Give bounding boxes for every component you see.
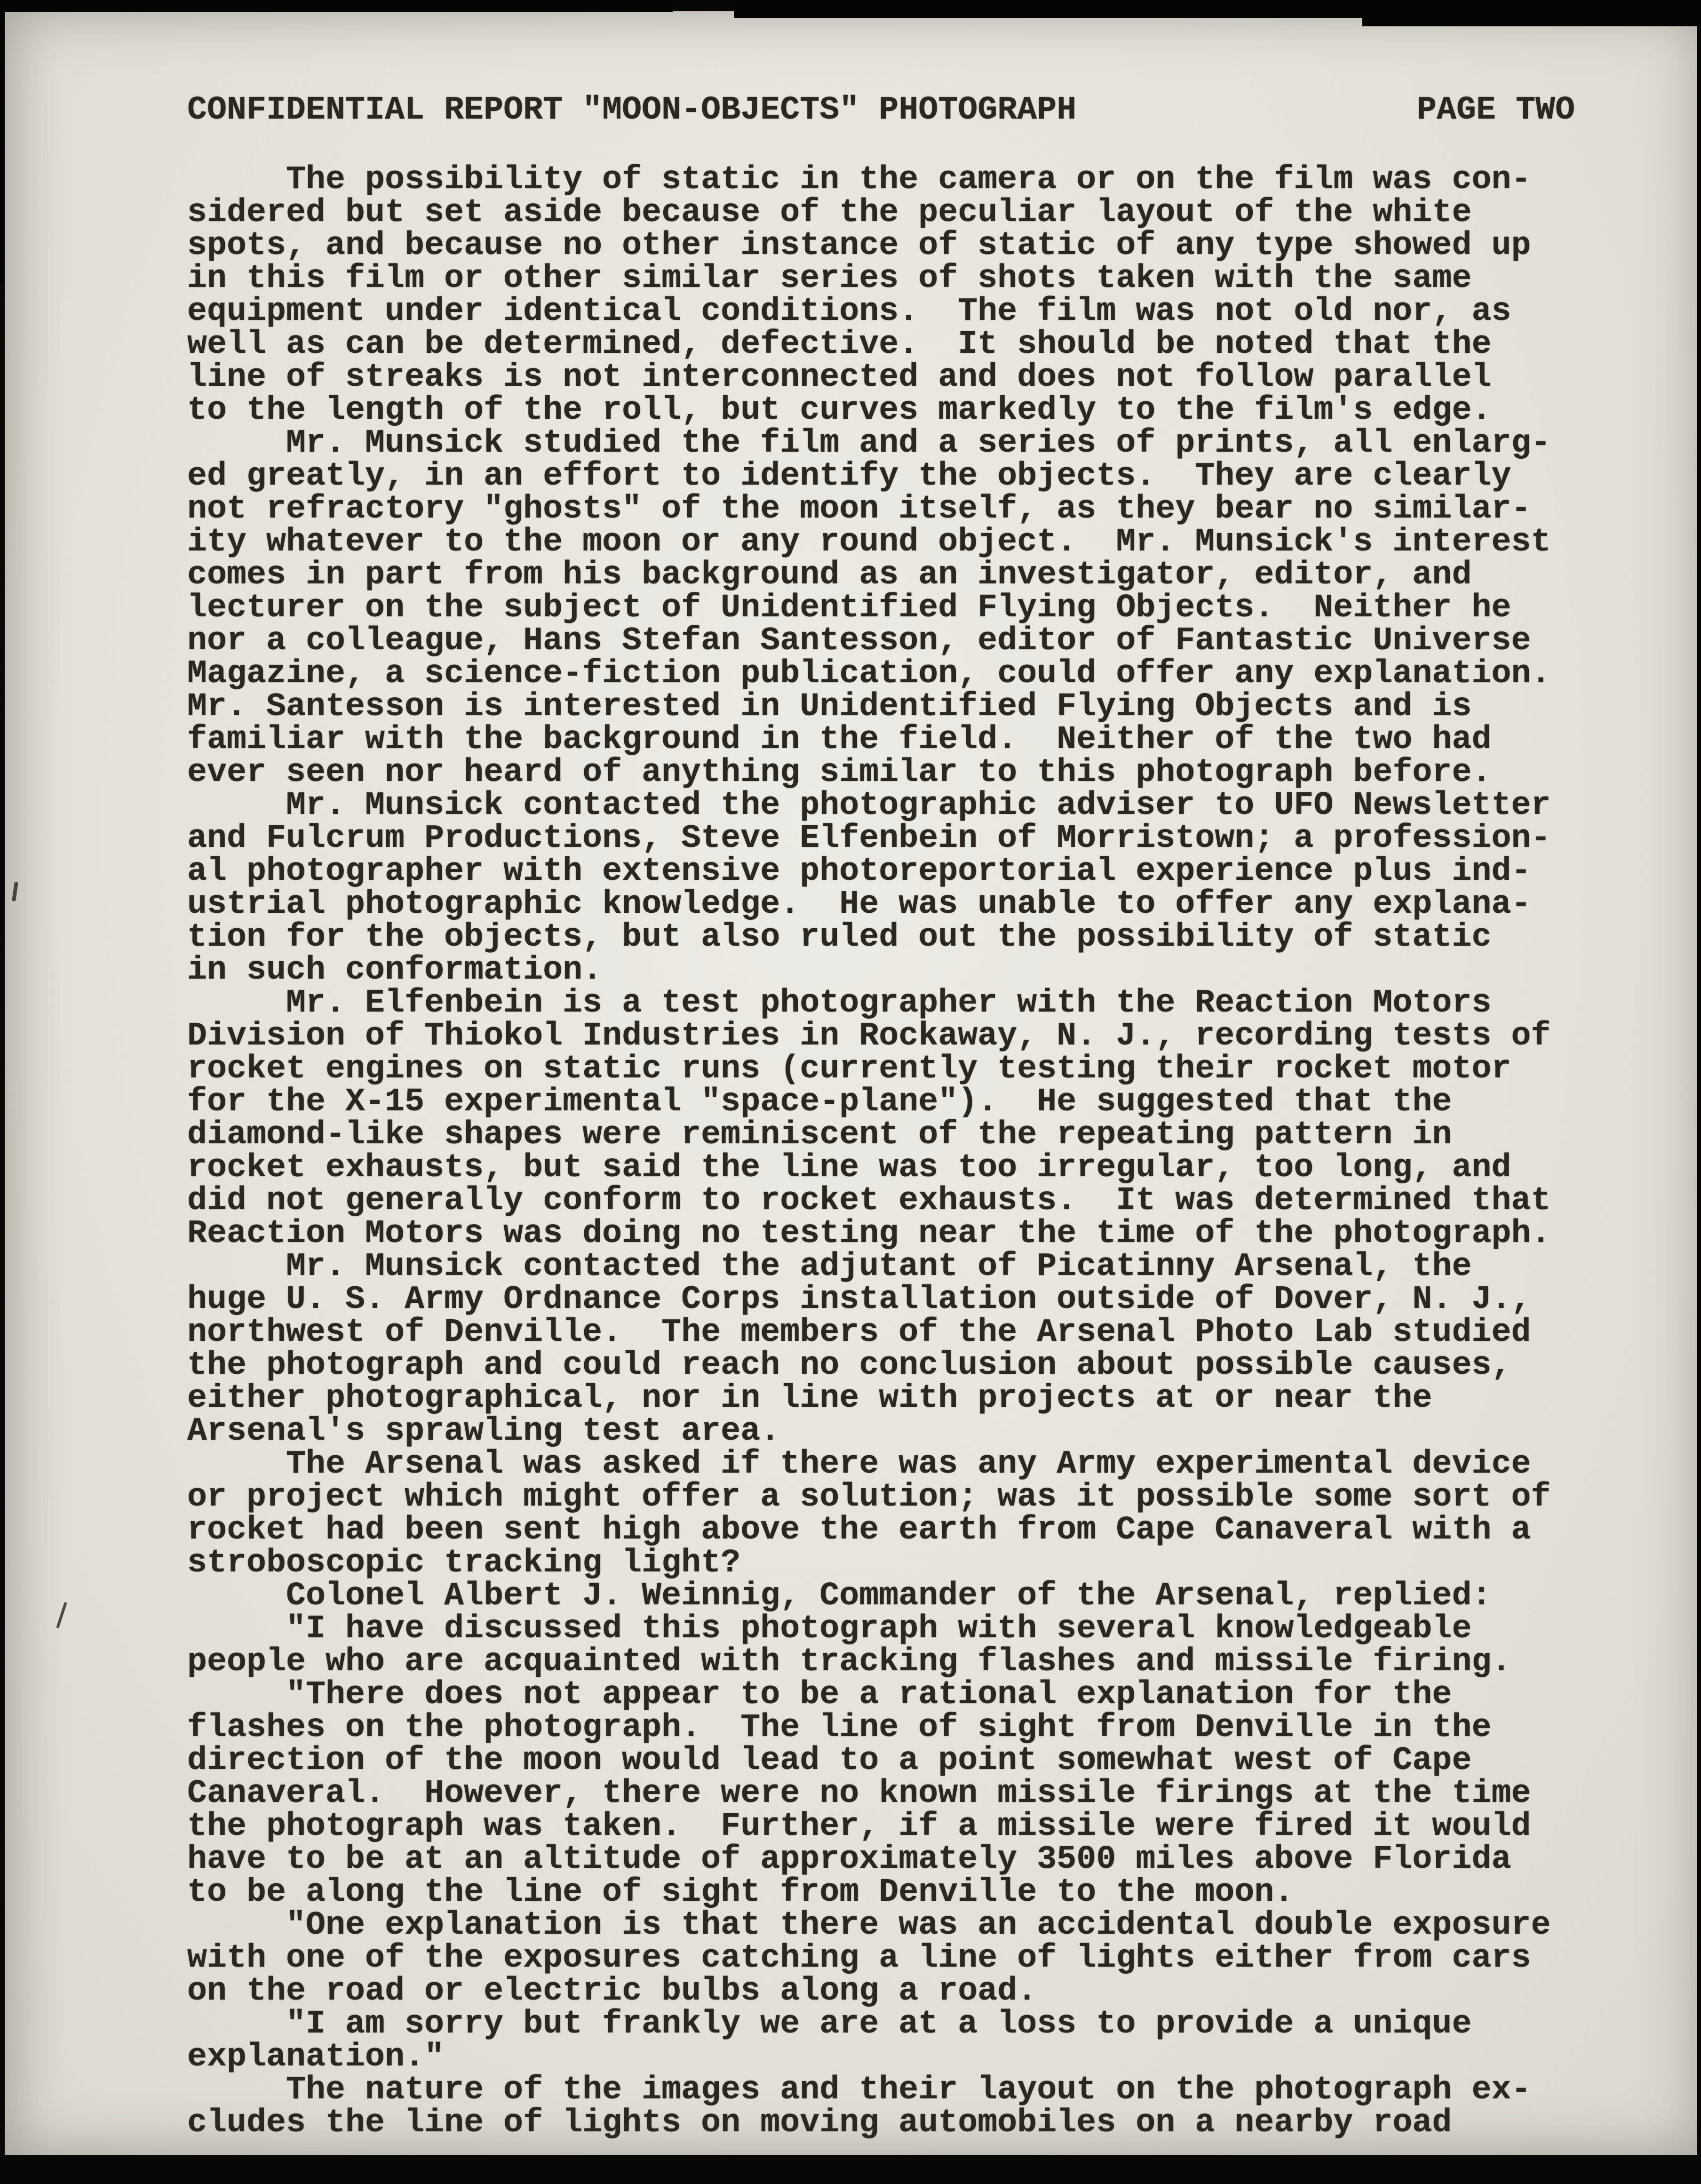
text-line: Mr. Munsick contacted the adjutant of Picatinny Arsenal, the: [187, 1248, 1472, 1285]
text-line: rocket had been sent high above the earth from Cape Canaveral with a: [187, 1512, 1531, 1549]
text-line: The possibility of static in the camera or on the film was con-: [187, 161, 1531, 199]
text-line: Arsenal's sprawling test area.: [187, 1413, 780, 1450]
text-line: Mr. Santesson is interested in Unidentified Flying Objects and is: [187, 688, 1472, 725]
text-line: for the X-15 experimental "space-plane"). He suggested that the: [187, 1084, 1452, 1121]
text-line: Reaction Motors was doing no testing near the time of the photograph.: [187, 1215, 1551, 1252]
text-line: ity whatever to the moon or any round object. Mr. Munsick's interest: [187, 524, 1551, 561]
text-line: people who are acquainted with tracking flashes and missile firing.: [187, 1643, 1511, 1681]
document-content: [5, 11, 1697, 2140]
text-line: ed greatly, in an effort to identify the objects. They are clearly: [187, 458, 1511, 495]
text-line: to the length of the roll, but curves markedly to the film's edge.: [187, 392, 1492, 429]
text-line: rocket exhausts, but said the line was too irregular, too long, and: [187, 1149, 1511, 1187]
text-line: flashes on the photograph. The line of sight from Denville in the: [187, 1709, 1492, 1746]
text-line: sidered but set aside because of the peculiar layout of the white: [187, 194, 1472, 231]
text-line: familiar with the background in the field. Neither of the two had: [187, 721, 1492, 758]
text-line: with one of the exposures catching a line of lights either from cars: [187, 1940, 1531, 1977]
text-line: The nature of the images and their layout on the photograph ex-: [187, 2072, 1531, 2109]
text-line: cludes the line of lights on moving automobiles on a nearby road: [187, 2104, 1452, 2142]
text-line: Colonel Albert J. Weinnig, Commander of the Arsenal, replied:: [187, 1578, 1492, 1615]
text-line: Magazine, a science-fiction publication, could offer any explanation.: [187, 655, 1551, 693]
text-line: Canaveral. However, there were no known missile firings at the time: [187, 1775, 1531, 1812]
text-line: huge U. S. Army Ordnance Corps installation outside of Dover, N. J.,: [187, 1281, 1531, 1318]
text-line: northwest of Denville. The members of the Arsenal Photo Lab studied: [187, 1314, 1531, 1351]
text-line: "There does not appear to be a rational explanation for the: [187, 1676, 1452, 1714]
text-line: ever seen nor heard of anything similar to this photograph before.: [187, 754, 1492, 791]
document-title: CONFIDENTIAL REPORT "MOON-OBJECTS" PHOTOGRAPH: [187, 92, 1077, 129]
text-line: diamond-like shapes were reminiscent of the repeating pattern in: [187, 1116, 1452, 1154]
text-line: Division of Thiokol Industries in Rockaway, N. J., recording tests of: [187, 1018, 1551, 1055]
text-line: direction of the moon would lead to a point somewhat west of Cape: [187, 1742, 1472, 1779]
text-line: Mr. Munsick studied the film and a series of prints, all enlarg-: [187, 425, 1551, 462]
text-line: nor a colleague, Hans Stefan Santesson, editor of Fantastic Universe: [187, 622, 1531, 660]
text-line: equipment under identical conditions. The film was not old nor, as: [187, 293, 1511, 330]
text-line: Mr. Munsick contacted the photographic adviser to UFO Newsletter: [187, 787, 1551, 824]
text-line: have to be at an altitude of approximately 3500 miles above Florida: [187, 1841, 1511, 1878]
text-line: the photograph and could reach no conclusion about possible causes,: [187, 1347, 1511, 1384]
text-line: either photographical, nor in line with projects at or near the: [187, 1380, 1432, 1417]
scan-edge-top-corner: [1362, 0, 1701, 26]
text-line: or project which might offer a solution; was it possible some sort of: [187, 1479, 1551, 1516]
text-line: rocket engines on static runs (currently testing their rocket motor: [187, 1051, 1511, 1088]
text-line: well as can be determined, defective. It should be noted that the: [187, 326, 1492, 363]
text-line: "I have discussed this photograph with several knowledgeable: [187, 1610, 1472, 1648]
text-line: the photograph was taken. Further, if a missile were fired it would: [187, 1808, 1531, 1845]
scan-edge-left: [0, 0, 5, 282]
text-line: to be along the line of sight from Denville to the moon.: [187, 1874, 1294, 1911]
page-number: PAGE TWO: [1416, 92, 1575, 129]
text-line: in this film or other similar series of shots taken with the same: [187, 260, 1472, 297]
paper: [5, 11, 1697, 2155]
text-line: on the road or electric bulbs along a road.: [187, 1973, 1037, 2010]
text-line: explanation.": [187, 2039, 445, 2076]
text-line: tion for the objects, but also ruled out the possibility of static: [187, 919, 1492, 956]
text-line: did not generally conform to rocket exhausts. It was determined that: [187, 1182, 1551, 1220]
text-line: comes in part from his background as an investigator, editor, and: [187, 557, 1472, 594]
document-body: [187, 161, 1575, 2142]
text-line: al photographer with extensive photoreportorial experience plus ind-: [187, 853, 1531, 890]
scan-edge-top-left: [0, 0, 673, 12]
text-line: line of streaks is not interconnected and does not follow parallel: [187, 359, 1492, 396]
text-line: "One explanation is that there was an accidental double exposure: [187, 1907, 1551, 1944]
document-header: [187, 94, 1575, 127]
text-line: and Fulcrum Productions, Steve Elfenbein of Morristown; a profession-: [187, 820, 1551, 857]
text-line: ustrial photographic knowledge. He was unable to offer any explana-: [187, 886, 1531, 923]
text-line: stroboscopic tracking light?: [187, 1545, 741, 1582]
text-line: Mr. Elfenbein is a test photographer with the Reaction Motors: [187, 985, 1492, 1022]
text-line: not refractory "ghosts" of the moon itself, as they bear no similar-: [187, 491, 1531, 528]
text-line: lecturer on the subject of Unidentified Flying Objects. Neither he: [187, 590, 1511, 627]
text-line: The Arsenal was asked if there was any Army experimental device: [187, 1446, 1531, 1483]
text-line: "I am sorry but frankly we are at a loss to provide a unique: [187, 2006, 1472, 2043]
text-line: spots, and because no other instance of static of any type showed up: [187, 227, 1531, 264]
text-line: in such conformation.: [187, 952, 603, 989]
